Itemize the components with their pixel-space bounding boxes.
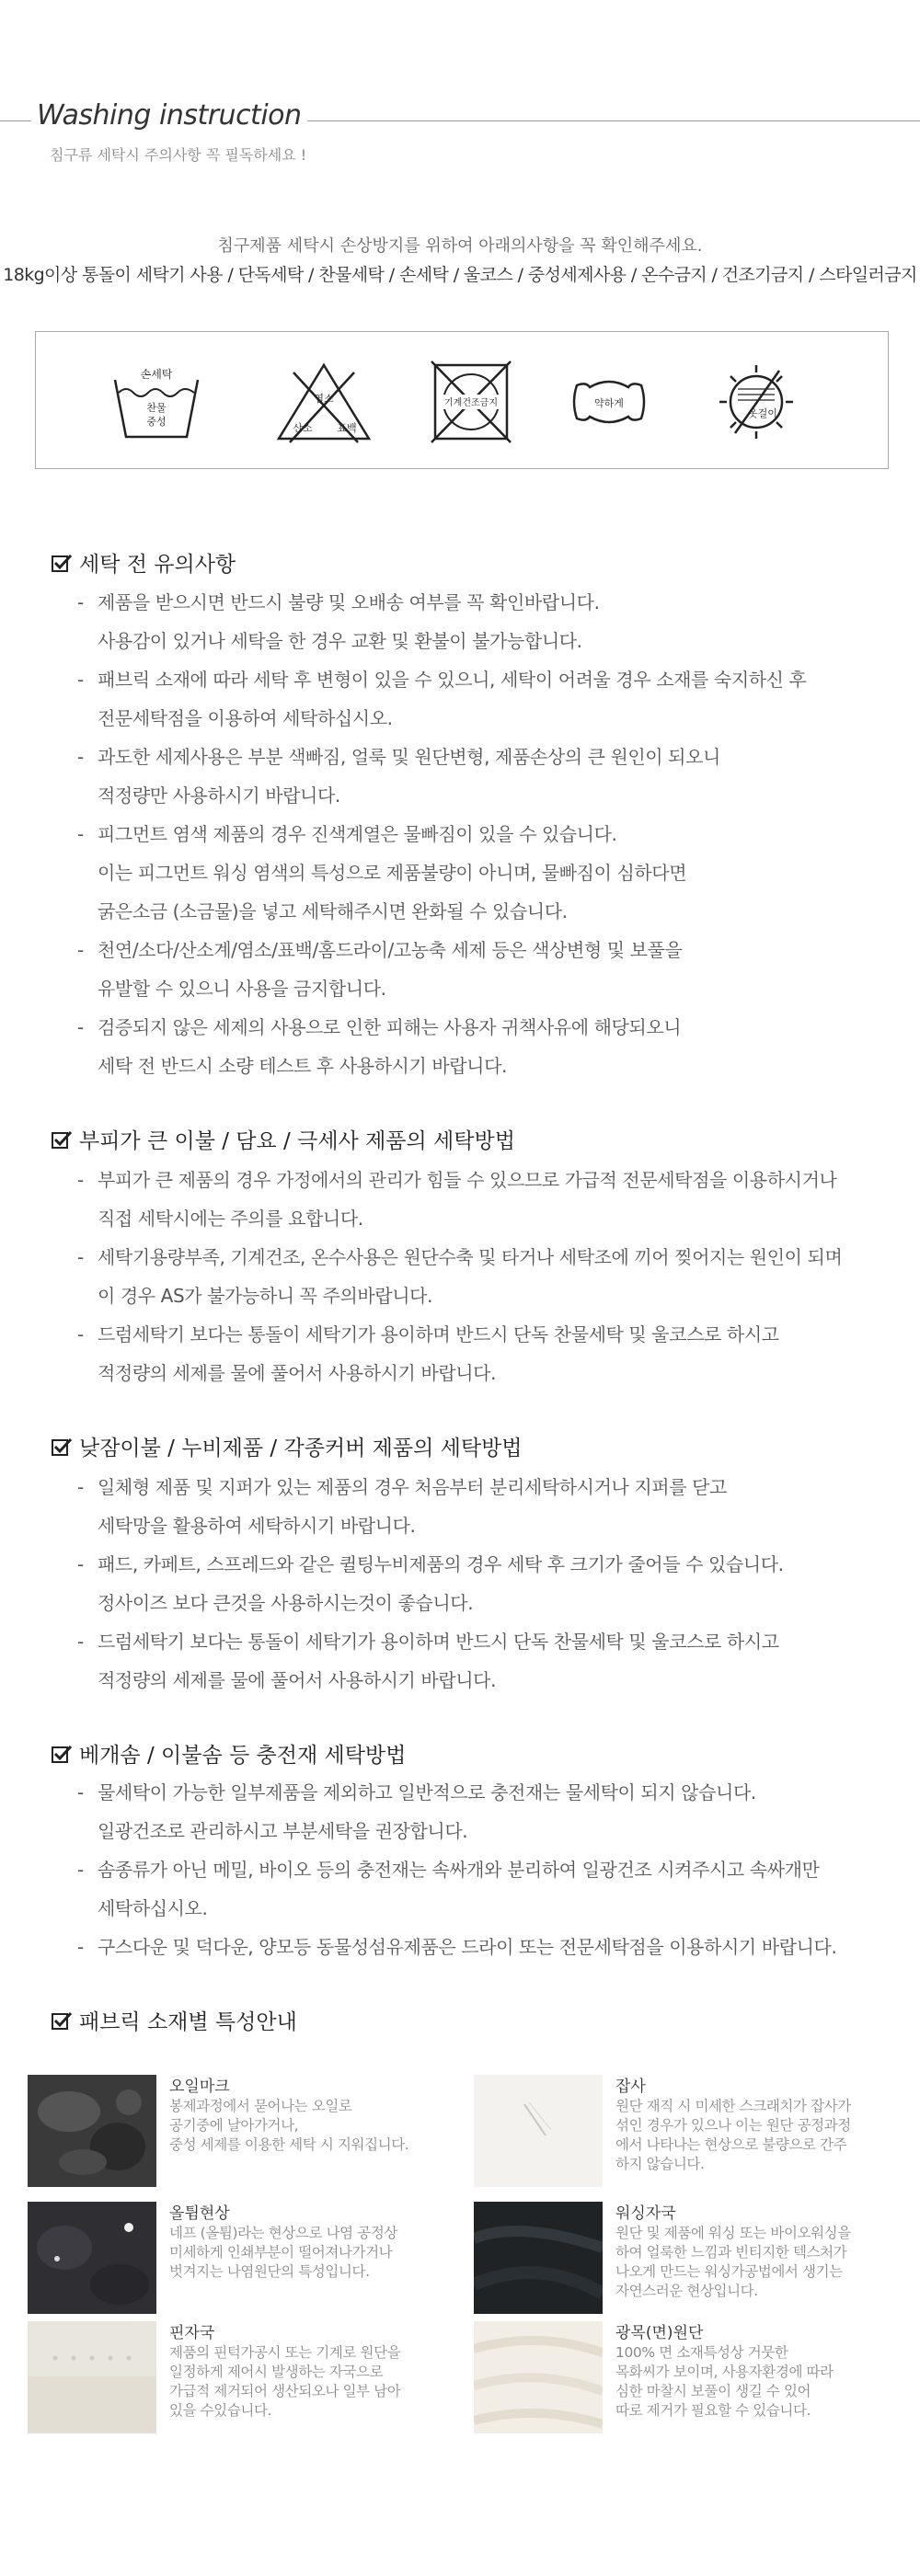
fabric-name: 광목(면)원단 [615,2324,704,2342]
fabric-desc: 제품의 핀턱가공시 또는 기계로 원단을 일정하게 제어시 발생하는 자국으로 가급적 제거되어 생산되오나 일부 남아 있을 수있습니다. [169,2344,401,2419]
hand-wash-icon [106,360,207,444]
section-title-text: 세탁 전 유의사항 [79,553,236,577]
no-bleach-icon [273,360,374,444]
no-tumble-dry-icon [420,360,522,444]
list-item: - 세탁기용량부족, 기계건조, 온수사용은 원단수축 및 타거나 세탁조에 끼어 찢어지는 원인이 되며 이 경우 AS가 불가능하니 꼭 주의바랍니다. [77,1246,843,1307]
fabric-name: 올튐현상 [169,2204,230,2223]
chlorine-label: 염소 [314,393,334,405]
hanger-label: 옷걸이 [748,407,777,419]
list-item: - 부피가 큰 제품의 경우 가정에서의 관리가 힘들 수 있으므로 가급적 전문세탁점을 이용하시거나 직접 세탁시에는 주의를 요합니다. [77,1169,837,1230]
section-title-text: 패브릭 소재별 특성안내 [79,2010,297,2034]
page-subtitle: 침구류 세탁시 주의사항 꼭 필독하세요 ! [50,146,307,164]
list-item: - 솜종류가 아닌 메밀, 바이오 등의 충전재는 속싸개와 분리하여 일광건조 시켜주시고 속싸개만 세탁하십시오. [77,1859,820,1919]
notice-line-1: 침구제품 세탁시 손상방지를 위하여 아래의사항을 꼭 확인해주세요. [217,236,703,256]
fabric-card-washing [474,2200,906,2319]
no-machine-dry-label: 기계건조금지 [444,398,498,408]
section-title-fabric [52,2005,297,2035]
list-item: - 드럼세탁기 보다는 통돌이 세탁기가 용이하며 반드시 단독 찬물세탁 및 울코스로 하시고 적정량의 세제를 물에 풀어서 사용하시기 바랍니다. [77,1631,779,1691]
cold-water-label: 찬물 [146,402,167,414]
header-rule-right [278,120,920,121]
fabric-name: 워싱자국 [615,2204,676,2223]
notice-line-2: 18kg이상 통돌이 세탁기 사용 / 단독세탁 / 찬물세탁 / 손세탁 / 울코스 / 중성세제사용 / 온수금지 / 건조기금지 / 스타일러금지 [3,265,917,285]
oxygen-label: 산소 [293,422,313,434]
neutral-detergent-label: 중성 [146,416,167,428]
hand-wash-label: 손세탁 [140,368,173,381]
checkbox-icon [52,2011,72,2032]
checkbox-icon [52,1745,72,1765]
section-body-nap-quilt [77,1468,905,1700]
list-item: - 드럼세탁기 보다는 통돌이 세탁기가 용이하며 반드시 단독 찬물세탁 및 울코스로 하시고 적정량의 세제를 물에 풀어서 사용하시기 바랍니다. [77,1323,779,1384]
fabric-desc: 원단 및 제품에 워싱 또는 바이오워싱을 하여 얼룩한 느낌과 빈티지한 텍스처가 나오게 만드는 워싱가공법에서 생기는 자연스러운 현상입니다. [615,2225,851,2299]
list-item: - 과도한 세제사용은 부분 색빠짐, 얼룩 및 원단변형, 제품손상의 큰 원인이 되오니 적정량만 사용하시기 바랍니다. [77,746,720,807]
fabric-photo [474,2321,603,2433]
section-body-pre-wash [77,583,905,1085]
fabric-card-nep [28,2200,460,2319]
fabric-desc: 봉제과정에서 묻어나는 오일로 공기중에 날아가거나, 중성 세제를 이용한 세탁 시 지워집니다. [169,2098,409,2153]
section-body-filling [77,1773,905,1966]
fabric-desc: 네프 (올튐)라는 현상으로 나염 공정상 미세하게 인쇄부분이 떨어져나가거나 벗겨지는 나염원단의 특성입니다. [169,2225,397,2280]
bleach-label: 표백 [337,422,357,434]
checkbox-icon [52,1130,72,1151]
fabric-photo [474,2202,603,2314]
section-title-text: 베개솜 / 이불솜 등 충전재 세탁방법 [79,1744,407,1768]
fabric-card-slub [474,2073,906,2192]
list-item: - 검증되지 않은 세제의 사용으로 인한 피해는 사용자 귀책사유에 해당되오니 세탁 전 반드시 소량 테스트 후 사용하시기 바랍니다. [77,1016,682,1077]
section-title-pre-wash [52,547,236,578]
checkbox-icon [52,554,72,574]
list-item: - 구스다운 및 덕다운, 양모등 동물성섬유제품은 드라이 또는 전문세탁점을 이용하시기 바랍니다. [77,1936,837,1958]
no-sun-dry-icon [706,360,807,444]
list-item: - 천연/소다/산소계/염소/표백/홈드라이/고농축 세제 등은 색상변형 및 보풀을 유발할 수 있으니 사용을 금지합니다. [77,939,683,1000]
fabric-photo [28,2202,156,2314]
fabric-name: 잡사 [615,2078,646,2096]
section-title-nap-quilt [52,1431,523,1461]
fabric-name: 오일마크 [169,2078,230,2096]
fabric-card-pin-mark [28,2319,460,2439]
list-item: - 패드, 카페트, 스프레드와 같은 퀼팅누비제품의 경우 세탁 후 크기가 줄어들 수 있습니다. 정사이즈 보다 큰것을 사용하시는것이 좋습니다. [77,1553,784,1614]
gentle-label: 약하게 [594,397,624,409]
section-body-bulky [77,1161,905,1392]
fabric-card-oil-mark [28,2073,460,2192]
list-item: - 패브릭 소재에 따라 세탁 후 변형이 있을 수 있으니, 세탁이 어려울 경우 소재를 숙지하신 후 전문세탁점을 이용하여 세탁하십시오. [77,669,807,729]
section-title-bulky [52,1124,515,1154]
fabric-card-cotton [474,2319,906,2439]
fabric-desc: 원단 재직 시 미세한 스크래치가 잡사가 섞인 경우가 있으나 이는 원단 공정과정 에서 나타나는 현상으로 불량으로 간주 하지 않습니다. [615,2098,851,2172]
checkbox-icon [52,1437,72,1458]
gentle-wash-icon [558,360,660,444]
list-item: - 일체형 제품 및 지퍼가 있는 제품의 경우 처음부터 분리세탁하시거나 지퍼를 닫고 세탁망을 활용하여 세탁하시기 바랍니다. [77,1476,727,1537]
fabric-photo [28,2321,156,2433]
fabric-photo [474,2075,603,2187]
fabric-photo [28,2075,156,2187]
section-title-filling [52,1738,406,1769]
list-item: - 피그먼트 염색 제품의 경우 진색계열은 물빠짐이 있을 수 있습니다. 이는 피그먼트 워싱 염색의 특성으로 제품불량이 아니며, 물빠짐이 심하다면 굵은소금 (소금물)을 넣고 세탁해주시면 완화될 수 있습니다. [77,823,687,922]
care-symbols-box [35,331,889,469]
page-title: Washing instruction [31,99,307,132]
list-item: - 제품을 받으시면 반드시 불량 및 오배송 여부를 꼭 확인바랍니다. 사용감이 있거나 세탁을 한 경우 교환 및 환불이 불가능합니다. [77,591,600,652]
section-title-text: 낮잠이불 / 누비제품 / 각종커버 제품의 세탁방법 [79,1437,523,1460]
list-item: - 물세탁이 가능한 일부제품을 제외하고 일반적으로 충전재는 물세탁이 되지 않습니다. 일광건조로 관리하시고 부분세탁을 권장합니다. [77,1781,756,1842]
fabric-name: 핀자국 [169,2324,215,2342]
section-title-text: 부피가 큰 이불 / 담요 / 극세사 제품의 세탁방법 [79,1129,515,1153]
fabric-desc: 100% 면 소재특성상 거뭇한 목화씨가 보이며, 사용자환경에 따라 심한 마찰시 보풀이 생길 수 있어 따로 제거가 필요할 수 있습니다. [615,2344,834,2419]
